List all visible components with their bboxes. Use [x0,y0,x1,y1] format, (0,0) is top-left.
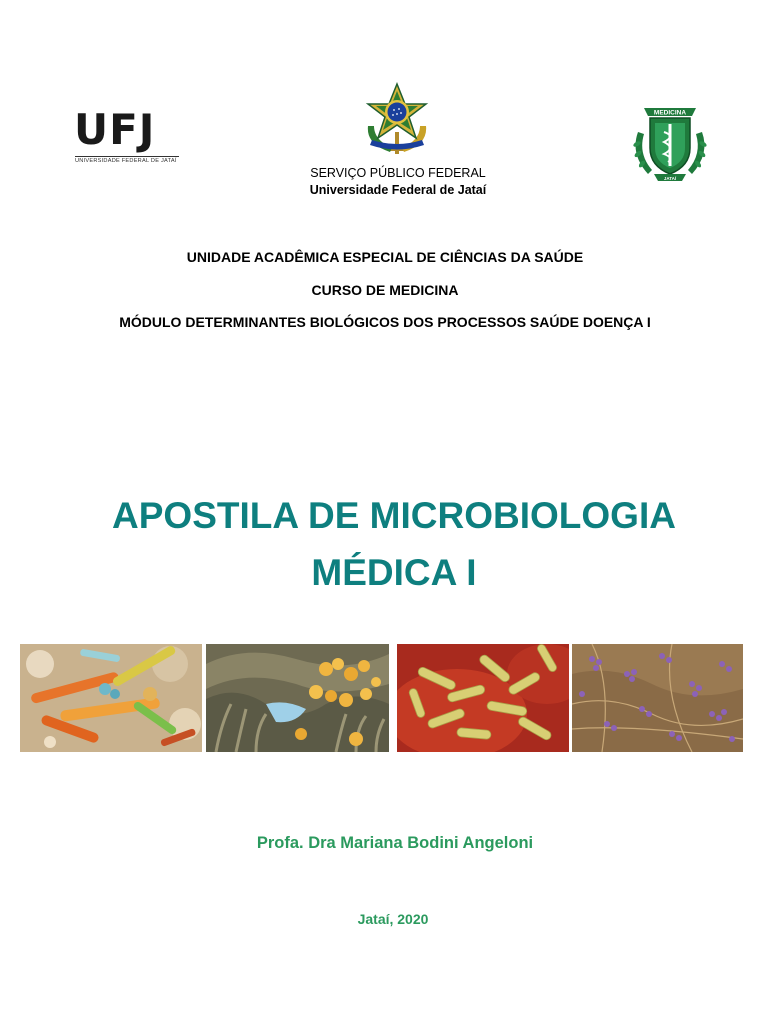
document-title-line-2: MÉDICA I [311,552,477,593]
ufj-logo [74,105,180,168]
microscopy-image-virus-particles [572,644,743,752]
microscopy-image-gut-villi [206,644,389,752]
federal-service-line: SERVIÇO PÚBLICO FEDERAL [310,166,486,180]
ufj-logo-subtitle: UNIVERSIDADE FEDERAL DE JATAÍ [75,158,177,164]
author-name: Profa. Dra Mariana Bodini Angeloni [256,834,534,852]
university-name-line: Universidade Federal de Jataí [309,183,487,197]
academic-unit-heading: UNIDADE ACADÊMICA ESPECIAL DE CIÊNCIAS DA SAÚDE [186,249,584,265]
ufj-wordmark: UFJ [74,105,156,154]
microscopy-image-rod-bacteria [397,644,569,752]
microscopy-image-colorful-bacteria [20,644,202,752]
document-title-line-1: APOSTILA DE MICROBIOLOGIA [112,495,676,536]
place-and-date: Jataí, 2020 [357,911,429,927]
emblem-bottom-text: JATAÍ [663,176,677,181]
course-heading: CURSO DE MEDICINA [311,282,459,298]
brazil-coat-of-arms [360,82,434,158]
emblem-banner-text: MEDICINA [653,109,687,117]
ufj-logo-rule [75,156,179,157]
module-heading: MÓDULO DETERMINANTES BIOLÓGICOS DOS PROCESSOS SAÚDE DOENÇA I [119,314,651,330]
